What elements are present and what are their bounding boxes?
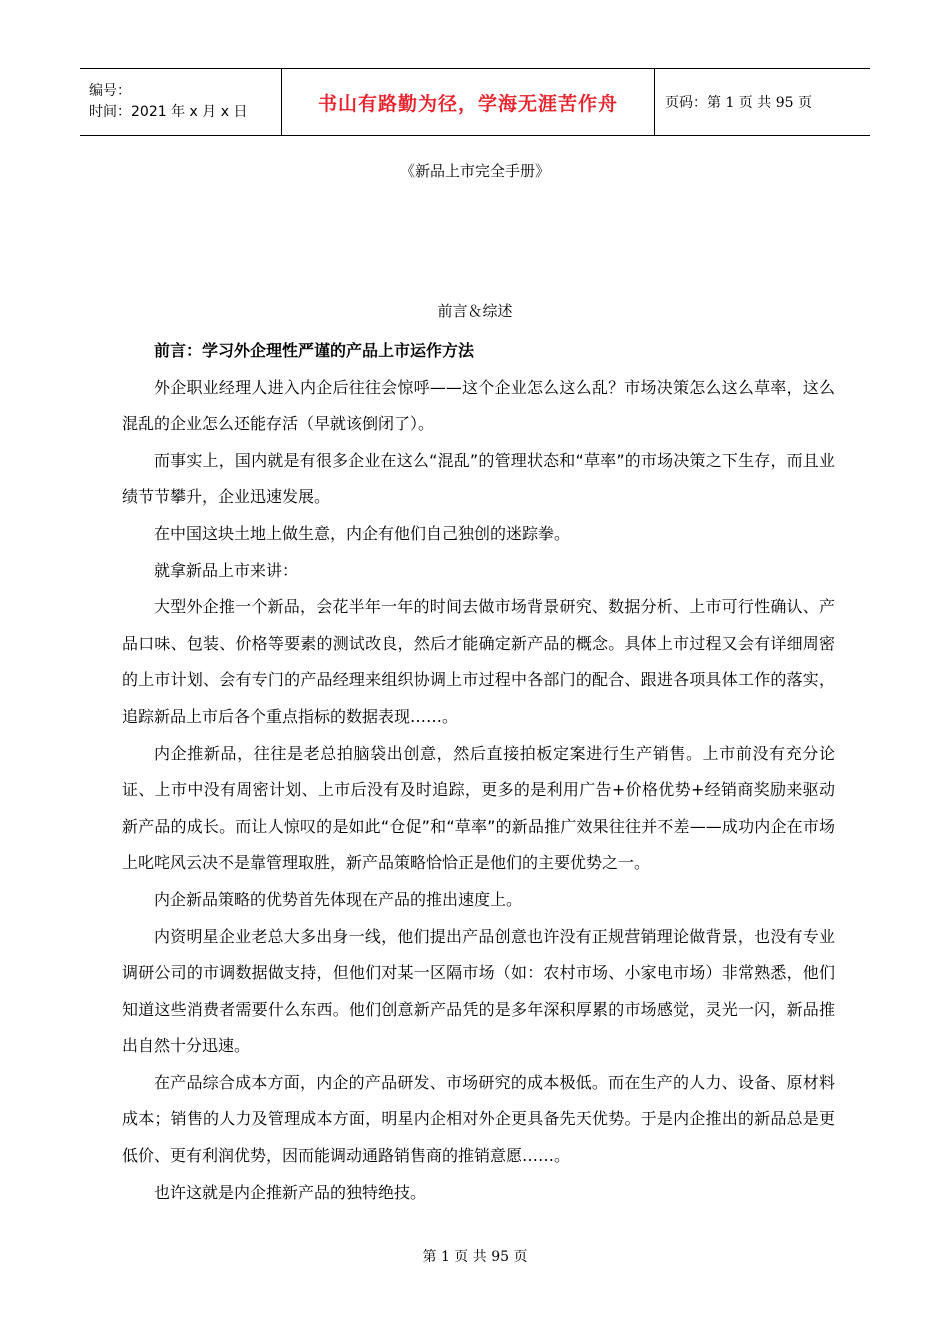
header-meta-cell (80, 69, 282, 135)
paragraph: 内企推新品，往往是老总拍脑袋出创意，然后直接拍板定案进行生产销售。上市前没有充分论证、上市中没有周密计划、上市后没有及时追踪，更多的是利用广告+价格优势+经销商奖励来驱动新产品的成长。而让人惊叹的是如此“仓促”和“草率”的新品推广效果往往并不差——成功内企在市场上叱咤风云决不是靠管理取胜，新产品策略恰恰正是他们的主要优势之一。 (122, 743, 835, 873)
document-number-label: 编号： (89, 83, 131, 99)
section-title: 前言＆综述 (437, 302, 513, 320)
paragraph: 内企新品策略的优势首先体现在产品的推出速度上。 (154, 889, 523, 909)
document-body (122, 333, 835, 1211)
header-table (80, 68, 870, 136)
header-page-cell (655, 69, 870, 135)
paragraph: 也许这就是内企推新产品的独特绝技。 (154, 1182, 427, 1202)
preface-heading: 前言：学习外企理性严谨的产品上市运作方法 (154, 341, 475, 360)
header-motto: 书山有路勤为径，学海无涯苦作舟 (317, 92, 618, 115)
paragraph: 在中国这块土地上做生意，内企有他们自己独创的迷踪拳。 (154, 523, 571, 543)
document-date-label: 时间：2021 年 x 月 x 日 (89, 104, 248, 120)
paragraph: 就拿新品上市来讲： (154, 560, 299, 580)
document-title: 《新品上市完全手册》 (399, 162, 550, 180)
header-motto-cell (282, 69, 655, 135)
page-footer: 第 1 页 共 95 页 (422, 1249, 528, 1265)
paragraph: 大型外企推一个新品，会花半年一年的时间去做市场背景研究、数据分析、上市可行性确认、产品口味、包装、价格等要素的测试改良，然后才能确定新产品的概念。具体上市过程又会有详细周密的上市计划、会有专门的产品经理来组织协调上市过程中各部门的配合、跟进各项具体工作的落实，追踪新品上市后各个重点指标的数据表现……。 (122, 597, 835, 726)
paragraph: 而事实上，国内就是有很多企业在这么“混乱”的管理状态和“草率”的市场决策之下生存，而且业绩节节攀升，企业迅速发展。 (122, 450, 835, 507)
paragraph: 内资明星企业老总大多出身一线，他们提出产品创意也许没有正规营销理论做背景，也没有专业调研公司的市调数据做支持，但他们对某一区隔市场（如：农村市场、小家电市场）非常熟悉，他们知道这些消费者需要什么东西。他们创意新产品凭的是多年深积厚累的市场感觉，灵光一闪，新品推出自然十分迅速。 (122, 926, 835, 1056)
paragraph: 在产品综合成本方面，内企的产品研发、市场研究的成本极低。而在生产的人力、设备、原材料成本；销售的人力及管理成本方面，明星内企相对外企更具备先天优势。于是内企推出的新品总是更低价、更有利润优势，因而能调动通路销售商的推销意愿……。 (122, 1072, 835, 1166)
paragraph: 外企职业经理人进入内企后往往会惊呼——这个企业怎么这么乱？市场决策怎么这么草率，这么混乱的企业怎么还能存活（早就该倒闭了）。 (122, 377, 835, 434)
header-page-info: 页码：第 1 页 共 95 页 (665, 95, 812, 111)
